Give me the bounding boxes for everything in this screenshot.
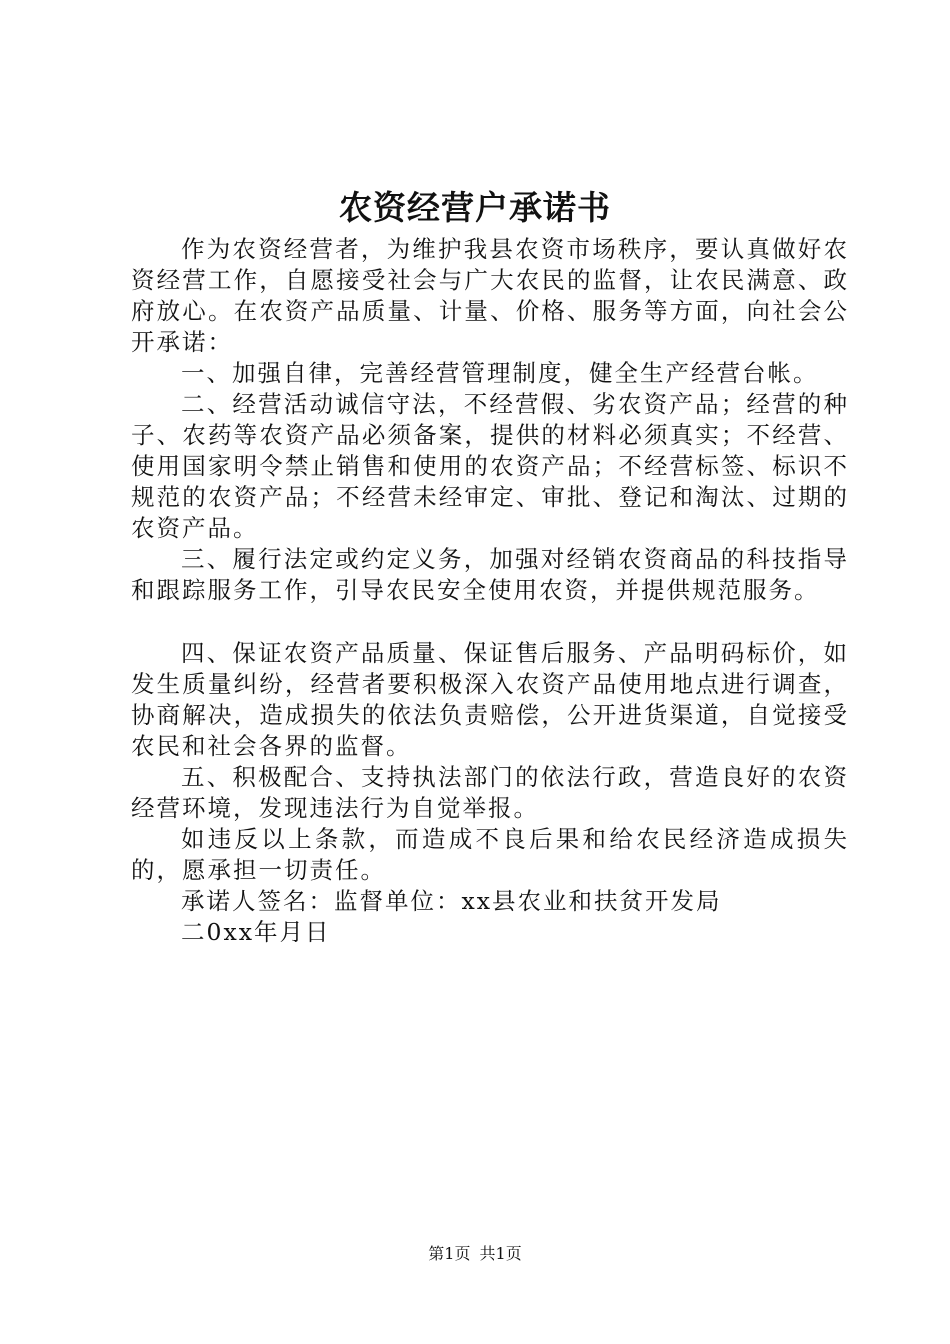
document-body [131, 234, 849, 948]
page-number: 第1页 [428, 1244, 471, 1263]
signature-line: 承诺人签名：监督单位：xx县农业和扶贫开发局 [181, 887, 722, 915]
liability-paragraph: 如违反以上条款，而造成不良后果和给农民经济造成损失的，愿承担一切责任。 [131, 825, 849, 884]
intro-paragraph: 作为农资经营者，为维护我县农资市场秩序，要认真做好农资经营工作，自愿接受社会与广大农民的监督，让农民满意、政府放心。在农资产品质量、计量、价格、服务等方面，向社会公开承诺： [131, 235, 849, 356]
commitment-item-3: 三、履行法定或约定义务，加强对经销农资商品的科技指导和跟踪服务工作，引导农民安全使用农资，并提供规范服务。 [131, 545, 849, 604]
date-line: 二0xx年月日 [181, 918, 331, 946]
page-footer [0, 1242, 950, 1266]
commitment-item-1: 一、加强自律，完善经营管理制度，健全生产经营台帐。 [181, 359, 819, 387]
commitment-item-4: 四、保证农资产品质量、保证售后服务、产品明码标价，如发生质量纠纷，经营者要积极深入农资产品使用地点进行调查，协商解决，造成损失的依法负责赔偿，公开进货渠道，自觉接受农民和社会各界的监督。 [131, 639, 849, 760]
page-total: 共1页 [479, 1244, 522, 1263]
commitment-item-5: 五、积极配合、支持执法部门的依法行政，营造良好的农资经营环境，发现违法行为自觉举报。 [131, 763, 849, 822]
commitment-item-2: 二、经营活动诚信守法，不经营假、劣农资产品；经营的种子、农药等农资产品必须备案，提供的材料必须真实；不经营、使用国家明令禁止销售和使用的农资产品；不经营标签、标识不规范的农资产品；不经营未经审定、审批、登记和淘汰、过期的农资产品。 [131, 390, 849, 542]
document-title: 农资经营户承诺书 [339, 188, 611, 227]
